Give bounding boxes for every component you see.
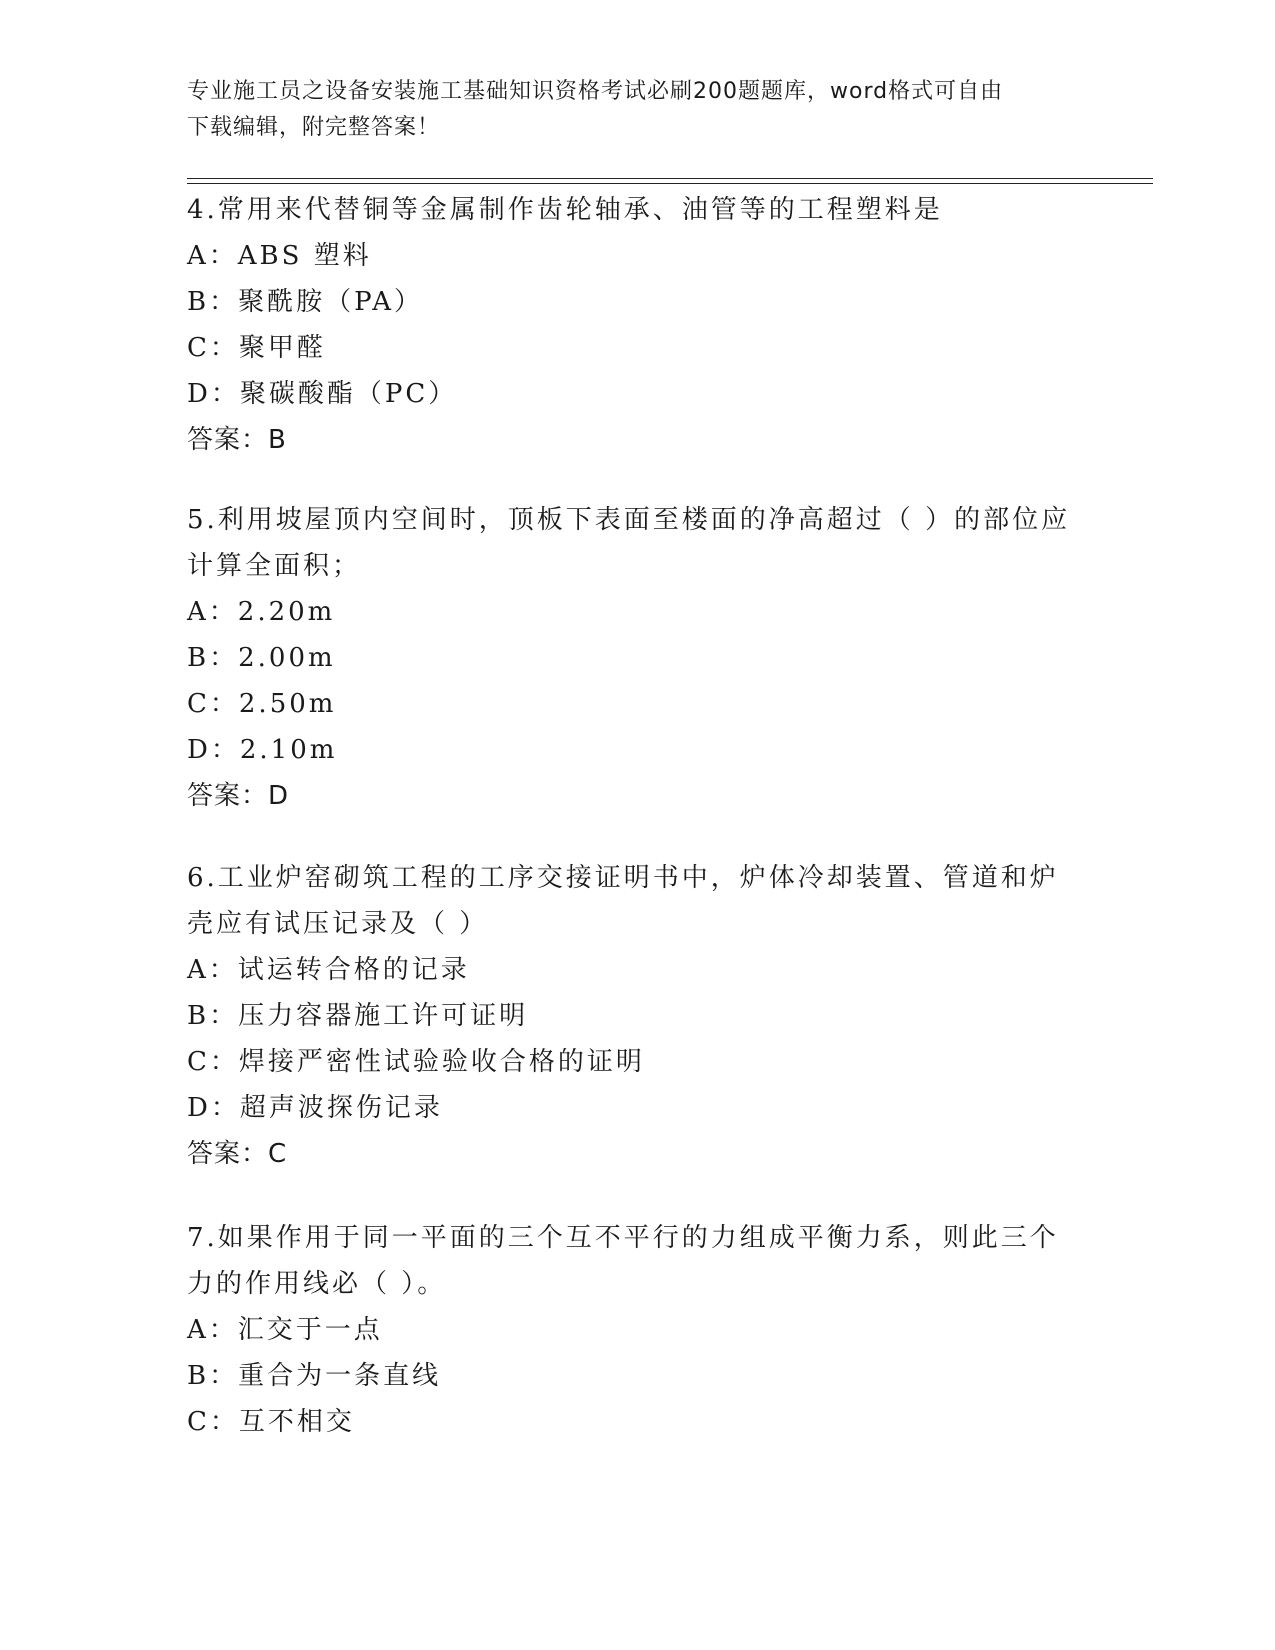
option-b: B：压力容器施工许可证明 bbox=[187, 1001, 529, 1031]
answer-line: 答案：C bbox=[187, 1139, 288, 1169]
option-a: A：汇交于一点 bbox=[187, 1315, 383, 1345]
question-stem-line: 5.利用坡屋顶内空间时，顶板下表面至楼面的净高超过（ ）的部位应 bbox=[187, 505, 1071, 535]
question-stem-line: 壳应有试压记录及（ ） bbox=[187, 909, 489, 939]
question-5 bbox=[187, 497, 1071, 819]
question-stem-line: 力的作用线必（ ）。 bbox=[187, 1269, 447, 1299]
option-a: A：2.20m bbox=[187, 597, 336, 627]
document-header bbox=[187, 74, 1067, 146]
question-stem-line: 4.常用来代替铜等金属制作齿轮轴承、油管等的工程塑料是 bbox=[187, 195, 943, 225]
header-line-2: 下载编辑，附完整答案！ bbox=[187, 115, 441, 140]
answer-line: 答案：B bbox=[187, 425, 287, 455]
question-6 bbox=[187, 855, 1067, 1177]
header-divider-bottom bbox=[187, 183, 1153, 184]
header-line-1: 专业施工员之设备安装施工基础知识资格考试必刷200题题库，word格式可自由 bbox=[187, 79, 1004, 104]
option-b: B：重合为一条直线 bbox=[187, 1361, 442, 1391]
header-divider-top bbox=[187, 178, 1153, 179]
option-c: C：焊接严密性试验验收合格的证明 bbox=[187, 1047, 645, 1077]
option-c: C：2.50m bbox=[187, 689, 337, 719]
question-stem-line: 7.如果作用于同一平面的三个互不平行的力组成平衡力系，则此三个 bbox=[187, 1223, 1059, 1253]
option-c: C：聚甲醛 bbox=[187, 333, 326, 363]
question-4 bbox=[187, 187, 1067, 463]
question-stem-line: 6.工业炉窑砌筑工程的工序交接证明书中，炉体冷却装置、管道和炉 bbox=[187, 863, 1059, 893]
option-b: B：2.00m bbox=[187, 643, 336, 673]
option-d: D：2.10m bbox=[187, 735, 338, 765]
option-d: D：聚碳酸酯（PC） bbox=[187, 379, 458, 409]
answer-line: 答案：D bbox=[187, 781, 290, 811]
option-a: A：试运转合格的记录 bbox=[187, 955, 470, 985]
question-7 bbox=[187, 1215, 1067, 1445]
option-a: A：ABS 塑料 bbox=[187, 241, 372, 271]
option-b: B：聚酰胺（PA） bbox=[187, 287, 423, 317]
option-c: C：互不相交 bbox=[187, 1407, 355, 1437]
option-d: D：超声波探伤记录 bbox=[187, 1093, 443, 1123]
question-stem-line: 计算全面积； bbox=[187, 551, 362, 581]
